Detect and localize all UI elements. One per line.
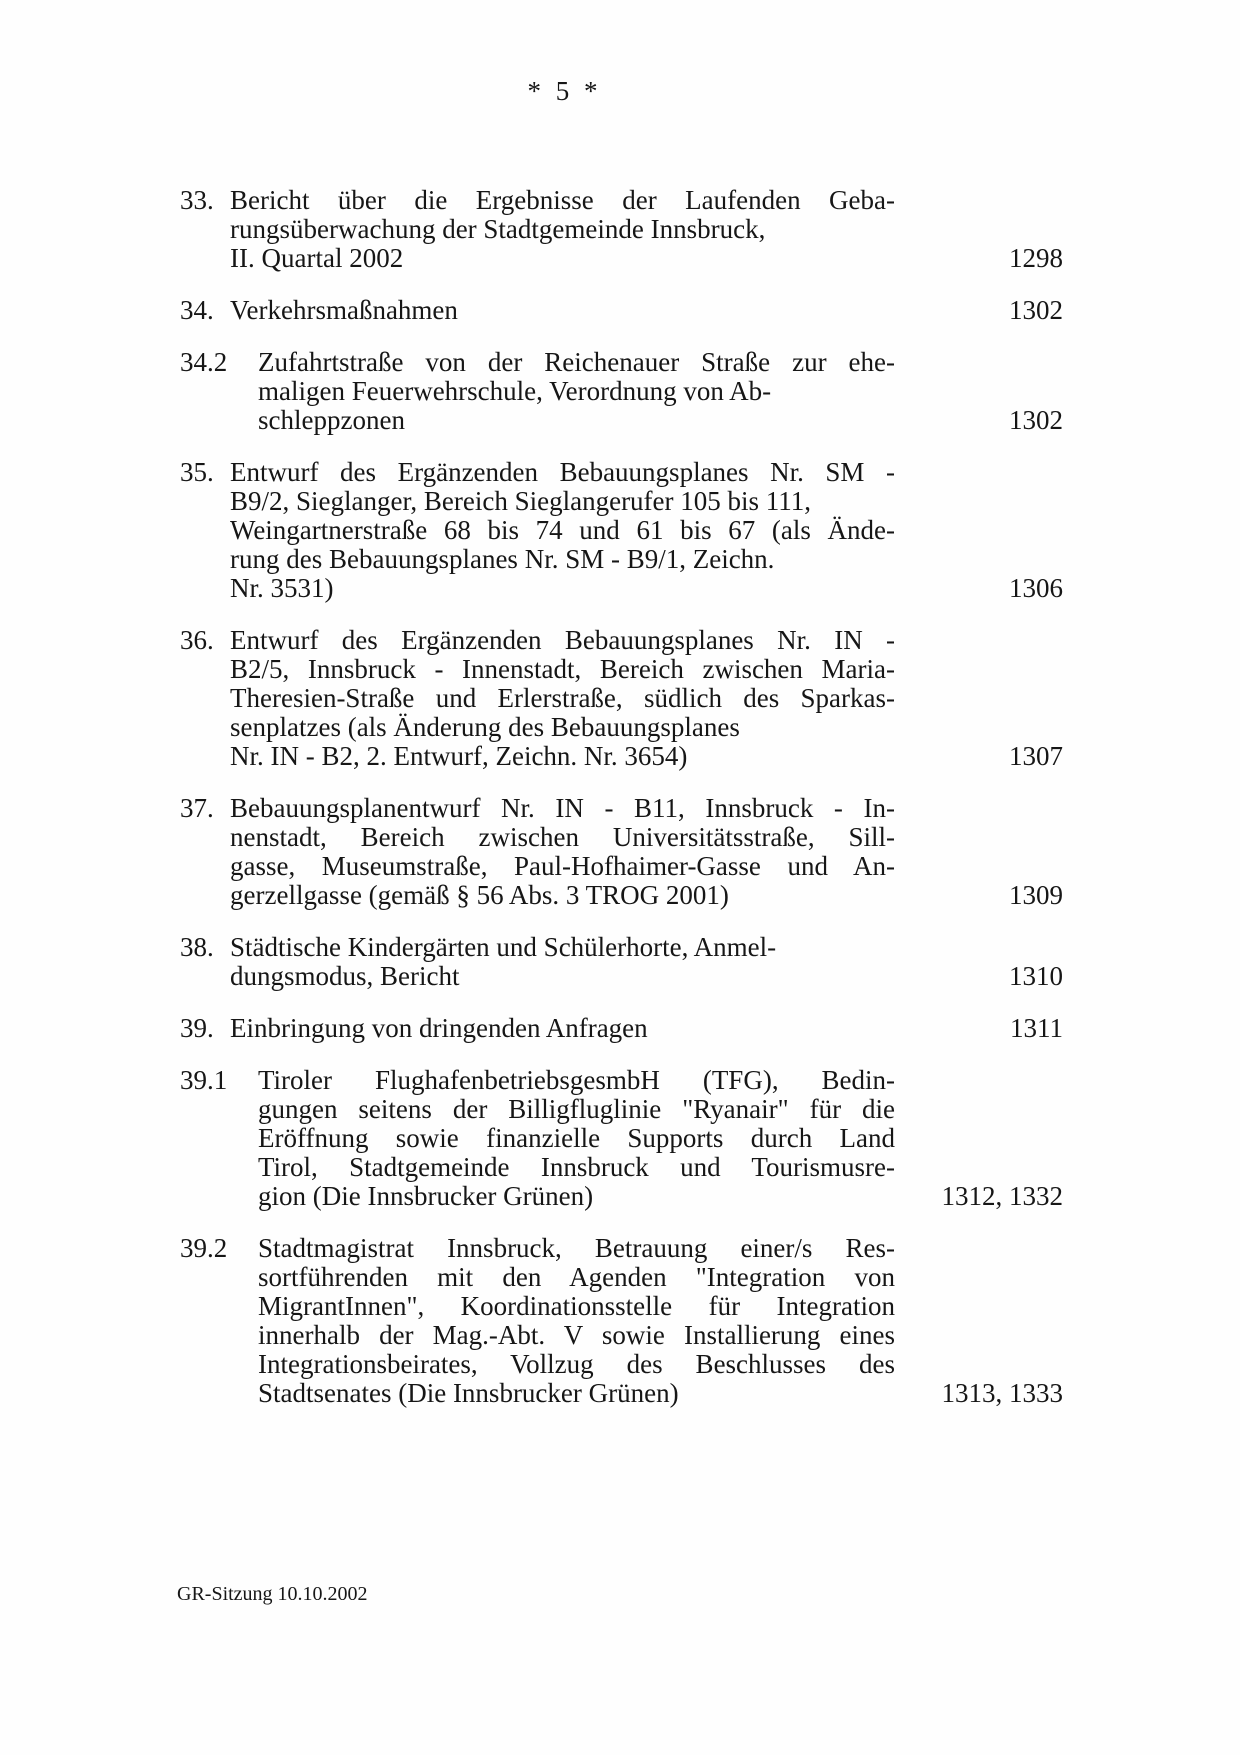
toc-line: Nr. IN - B2, 2. Entwurf, Zeichn. Nr. 3654) [230,741,688,771]
item-text [258,348,895,435]
item-number: 34. [180,295,214,325]
toc-line: MigrantInnen", Koordinationsstelle für Integration [258,1291,895,1321]
toc-line: Einbringung von dringenden Anfragen [230,1013,648,1043]
toc-line: maligen Feuerwehrschule, Verordnung von Ab- [258,376,772,406]
item-number: 34.2 [180,347,228,377]
toc-line: Städtische Kindergärten und Schülerhorte, Anmel- [230,932,777,962]
page-ref: 1307 [1009,741,1063,771]
item-text [230,296,895,325]
page-ref: 1298 [1009,243,1063,273]
page-number: * 5 * [527,76,598,106]
item-number: 35. [180,457,214,487]
toc-line: Entwurf des Ergänzenden Bebauungsplanes Nr. IN - [230,625,895,655]
item-number: 38. [180,932,214,962]
table-of-contents [180,186,1063,1431]
toc-line: Bericht über die Ergebnisse der Laufenden Geba- [230,185,895,215]
item-text [230,186,895,273]
toc-item [180,348,1063,435]
toc-line: II. Quartal 2002 [230,243,404,273]
item-text [230,1014,895,1043]
toc-line: Tiroler FlughafenbetriebsgesmbH (TFG), Bedin- [258,1065,895,1095]
toc-line: Bebauungsplanentwurf Nr. IN - B11, Innsbruck - In- [230,793,895,823]
page-ref: 1306 [1009,573,1063,603]
toc-line: gasse, Museumstraße, Paul-Hofhaimer-Gasse und An- [230,851,895,881]
toc-line: dungsmodus, Bericht [230,961,460,991]
toc-line: nenstadt, Bereich zwischen Universitätsstraße, Sill- [230,822,895,852]
toc-line: gerzellgasse (gemäß § 56 Abs. 3 TROG 2001) [230,880,729,910]
toc-line: Tirol, Stadtgemeinde Innsbruck und Tourismusre- [258,1152,895,1182]
toc-line: B9/2, Sieglanger, Bereich Sieglangerufer 105 bis 111, [230,486,812,516]
item-number: 39.1 [180,1065,228,1095]
toc-item [180,1014,1063,1043]
toc-line: Stadtsenates (Die Innsbrucker Grünen) [258,1378,679,1408]
toc-line: Verkehrsmaßnahmen [230,295,458,325]
toc-line: Stadtmagistrat Innsbruck, Betrauung einer/s Res- [258,1233,895,1263]
page-ref: 1302 [1009,295,1063,325]
toc-line: Entwurf des Ergänzenden Bebauungsplanes Nr. SM - [230,457,895,487]
toc-line: Weingartnerstraße 68 bis 74 und 61 bis 67 (als Ände- [230,515,895,545]
toc-item [180,626,1063,771]
page-ref: 1312, 1332 [941,1181,1063,1211]
toc-item [180,458,1063,603]
page-ref: 1313, 1333 [941,1378,1063,1408]
page-ref: 1309 [1009,880,1063,910]
item-number: 39.2 [180,1233,228,1263]
toc-line: B2/5, Innsbruck - Innenstadt, Bereich zwischen Maria- [230,654,895,684]
page-ref: 1311 [1010,1013,1063,1043]
toc-line: Theresien-Straße und Erlerstraße, südlich des Sparkas- [230,683,895,713]
toc-line: innerhalb der Mag.-Abt. V sowie Installierung eines [258,1320,895,1350]
item-text [258,1234,895,1408]
toc-line: rung des Bebauungsplanes Nr. SM - B9/1, Zeichn. [230,544,775,574]
toc-item [180,794,1063,910]
toc-item [180,1066,1063,1211]
toc-item [180,186,1063,273]
page-ref: 1302 [1009,405,1063,435]
item-text [230,933,895,991]
toc-line: gion (Die Innsbrucker Grünen) [258,1181,594,1211]
toc-line: schleppzonen [258,405,405,435]
toc-item [180,1234,1063,1408]
item-number: 33. [180,185,214,215]
toc-line: Eröffnung sowie finanzielle Supports durch Land [258,1123,895,1153]
toc-line: gungen seitens der Billigfluglinie "Ryanair" für die [258,1094,895,1124]
item-number: 36. [180,625,214,655]
footer-text: GR-Sitzung 10.10.2002 [177,1583,368,1605]
toc-line: Zufahrtstraße von der Reichenauer Straße zur ehe- [258,347,895,377]
item-text [230,458,895,603]
toc-line: Nr. 3531) [230,573,334,603]
toc-line: rungsüberwachung der Stadtgemeinde Innsbruck, [230,214,766,244]
item-number: 39. [180,1013,214,1043]
item-text [230,626,895,771]
item-number: 37. [180,793,214,823]
page-ref: 1310 [1009,961,1063,991]
toc-line: senplatzes (als Änderung des Bebauungsplanes [230,712,740,742]
item-text [230,794,895,910]
toc-item [180,296,1063,325]
toc-line: sortführenden mit den Agenden "Integration von [258,1262,895,1292]
toc-line: Integrationsbeirates, Vollzug des Beschlusses des [258,1349,895,1379]
item-text [258,1066,895,1211]
toc-item [180,933,1063,991]
